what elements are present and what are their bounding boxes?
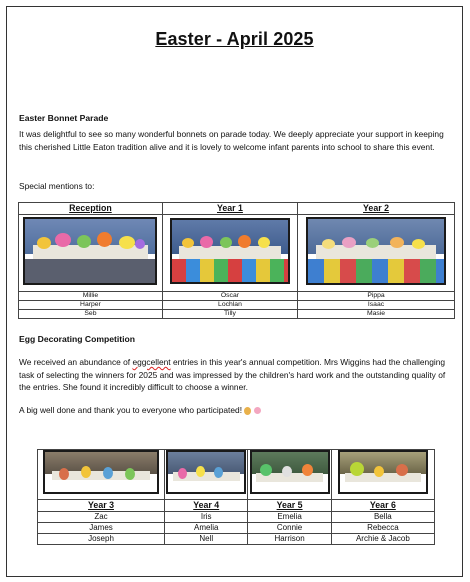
photo-cell [298, 215, 455, 292]
column-header-reception: Reception [19, 203, 163, 215]
winner-name: Rebecca [331, 523, 434, 534]
winner-name: Seb [19, 310, 163, 319]
winner-name: Archie & Jacob [331, 534, 434, 545]
column-header-year-5: Year 5 [248, 500, 331, 512]
egg-paragraph-start: We received an abundance of [19, 357, 133, 367]
special-mentions-label: Special mentions to: [19, 181, 95, 191]
winner-name: Zac [38, 512, 165, 523]
winner-name: Isaac [298, 301, 455, 310]
column-header-year-1: Year 1 [162, 203, 297, 215]
winner-name: Millie [19, 292, 163, 301]
egg-photo-year-5 [250, 450, 330, 494]
egg-photo-year-4 [166, 450, 246, 494]
bonnet-winners-table [18, 202, 455, 319]
winner-name: Tilly [162, 310, 297, 319]
misspelled-word: eggcellent [132, 357, 171, 367]
egg-heading: Egg Decorating Competition [19, 334, 136, 344]
winner-name: Harper [19, 301, 163, 310]
winner-name: Joseph [38, 534, 165, 545]
winner-name: Pippa [298, 292, 455, 301]
column-header-year-6: Year 6 [331, 500, 434, 512]
winner-name: Amelia [165, 523, 248, 534]
winner-name: Connie [248, 523, 331, 534]
bonnet-heading: Easter Bonnet Parade [19, 113, 109, 123]
egg-icon [244, 407, 251, 415]
thanks-line [19, 404, 455, 417]
winner-name: James [38, 523, 165, 534]
bonnet-photo-year-1 [170, 218, 290, 284]
winner-name: Nell [165, 534, 248, 545]
column-header-year-3: Year 3 [38, 500, 165, 512]
document-page [6, 6, 463, 577]
photo-cell [162, 215, 297, 292]
photo-cell [248, 450, 331, 500]
photo-cell [331, 450, 434, 500]
photo-cell [38, 450, 165, 500]
flower-icon [254, 407, 261, 414]
egg-photo-year-6 [338, 450, 428, 494]
photo-cell [165, 450, 248, 500]
winner-name: Lochlan [162, 301, 297, 310]
winner-name: Masie [298, 310, 455, 319]
bonnet-photo-reception [23, 217, 157, 285]
egg-photo-year-3 [43, 450, 159, 494]
column-header-year-4: Year 4 [165, 500, 248, 512]
page-title: Easter - April 2025 [155, 29, 314, 49]
thanks-text: A big well done and thank you to everyone who participated! [19, 405, 243, 415]
egg-paragraph [19, 356, 455, 394]
winner-name: Iris [165, 512, 248, 523]
winner-name: Harrison [248, 534, 331, 545]
bonnet-photo-year-2 [306, 217, 446, 285]
column-header-year-2: Year 2 [298, 203, 455, 215]
photo-cell [19, 215, 163, 292]
winner-name: Bella [331, 512, 434, 523]
egg-paragraph-end: entries in this year's annual competition. Mrs Wiggins had the challenging task of selecting the winners for 2025 and was impressed by the children's hard work and the outstanding quality of the entries. She found it incredibly difficult to choose a winner. [19, 357, 446, 393]
egg-winners-table [37, 449, 435, 545]
winner-name: Oscar [162, 292, 297, 301]
bonnet-paragraph: It was delightful to see so many wonderful bonnets on parade today. We deeply appreciate your support in keeping this cherished Little Eaton tradition alive and it is lovely to welcome infant parents into school to share this event. [19, 129, 444, 152]
winner-name: Emelia [248, 512, 331, 523]
